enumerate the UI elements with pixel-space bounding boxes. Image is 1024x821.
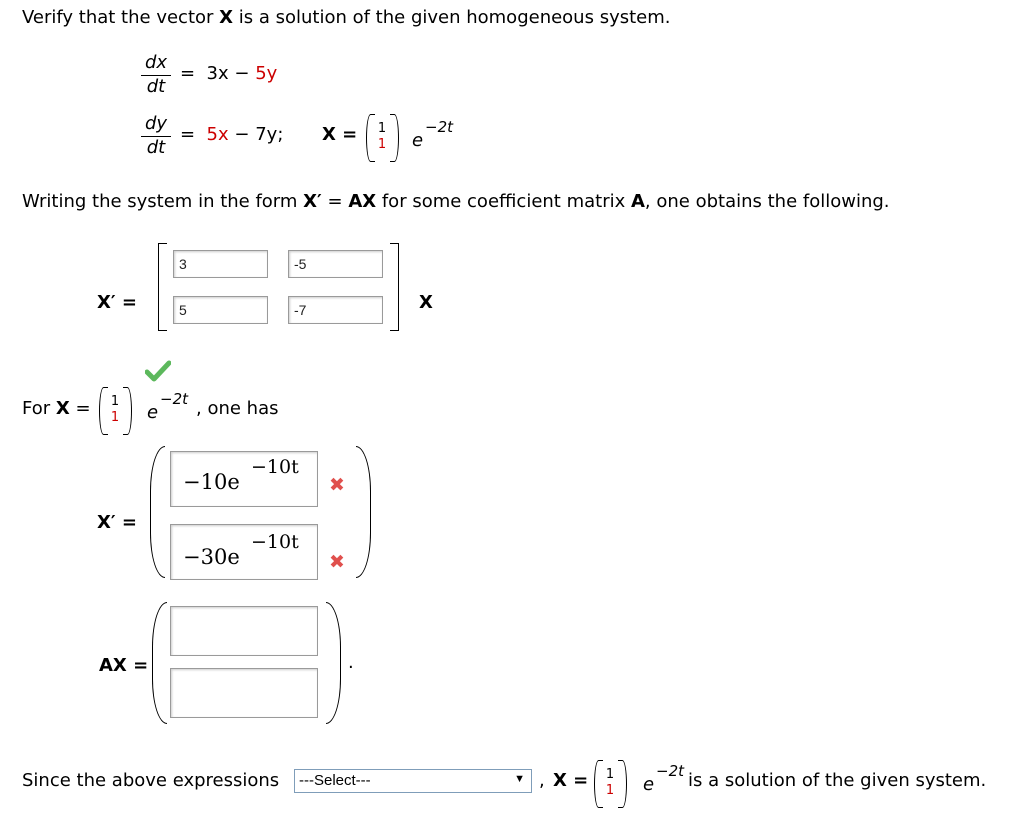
incorrect-x-icon: ✖ xyxy=(329,474,345,496)
right-paren xyxy=(326,602,341,724)
matrix-a21-input[interactable] xyxy=(173,296,268,324)
incorrect-x-icon: ✖ xyxy=(329,551,345,573)
equation-2-rhs: = 5x − 7y; xyxy=(180,124,284,145)
solution-vector: 1 1 xyxy=(110,394,120,425)
left-paren xyxy=(150,446,165,578)
instruction-text: Writing the system in the form X′ = AX for some coefficient matrix A, one obtains the following. xyxy=(22,191,890,212)
left-paren xyxy=(152,602,167,724)
right-paren xyxy=(618,760,627,808)
x-vector-label: X = xyxy=(322,124,358,145)
right-paren xyxy=(390,114,399,162)
exponent: −2t xyxy=(160,390,188,408)
left-paren xyxy=(594,760,603,808)
comma: , xyxy=(539,770,545,791)
left-paren xyxy=(99,387,108,435)
period: . xyxy=(348,652,354,673)
ax-label: AX = xyxy=(99,655,149,676)
x-prime-label: X′ = xyxy=(97,512,137,533)
matrix-a12-input[interactable] xyxy=(288,250,383,278)
left-bracket xyxy=(158,243,167,331)
solution-vector: 1 1 xyxy=(377,121,387,152)
left-paren xyxy=(366,114,375,162)
problem-statement: Verify that the vector X is a solution of the given homogeneous system. xyxy=(22,7,671,28)
exponent: −2t xyxy=(425,118,453,136)
ax-entry-1[interactable] xyxy=(170,606,318,656)
exponent: −2t xyxy=(656,762,684,780)
ax-entry-2[interactable] xyxy=(170,668,318,718)
right-paren xyxy=(123,387,132,435)
x-prime-label: X′ = xyxy=(97,292,137,313)
matrix-a11-input[interactable] xyxy=(173,250,268,278)
since-text: Since the above expressions xyxy=(22,770,280,791)
one-has-text: , one has xyxy=(196,398,279,419)
conclusion-text: is a solution of the given system. xyxy=(688,770,987,791)
solution-vector: 1 1 xyxy=(605,767,615,798)
exp-base: e xyxy=(643,774,655,795)
for-x-label: For X = xyxy=(22,398,91,419)
checkmark-icon xyxy=(145,360,171,382)
conclusion-select[interactable]: ---Select--- ▼ xyxy=(294,769,532,793)
right-bracket xyxy=(390,243,399,331)
x-vector-symbol: X = xyxy=(553,770,589,791)
x-prime-entry-1[interactable]: −10e −10t xyxy=(170,451,318,507)
dy-dt-fraction: $\frac{dy}{dt}$ xyxy=(141,113,171,159)
matrix-a22-input[interactable] xyxy=(288,296,383,324)
chevron-down-icon: ▼ xyxy=(514,773,525,785)
x-prime-entry-2[interactable]: −30e −10t xyxy=(170,524,318,580)
dx-dt-fraction: $\frac{dx}{dt}$ xyxy=(141,52,171,98)
equation-1-rhs: = 3x − 5y xyxy=(180,63,278,84)
exp-base: e xyxy=(412,130,424,151)
right-paren xyxy=(356,446,371,578)
exp-base: e xyxy=(147,402,159,423)
x-vector-symbol: X xyxy=(419,292,433,313)
